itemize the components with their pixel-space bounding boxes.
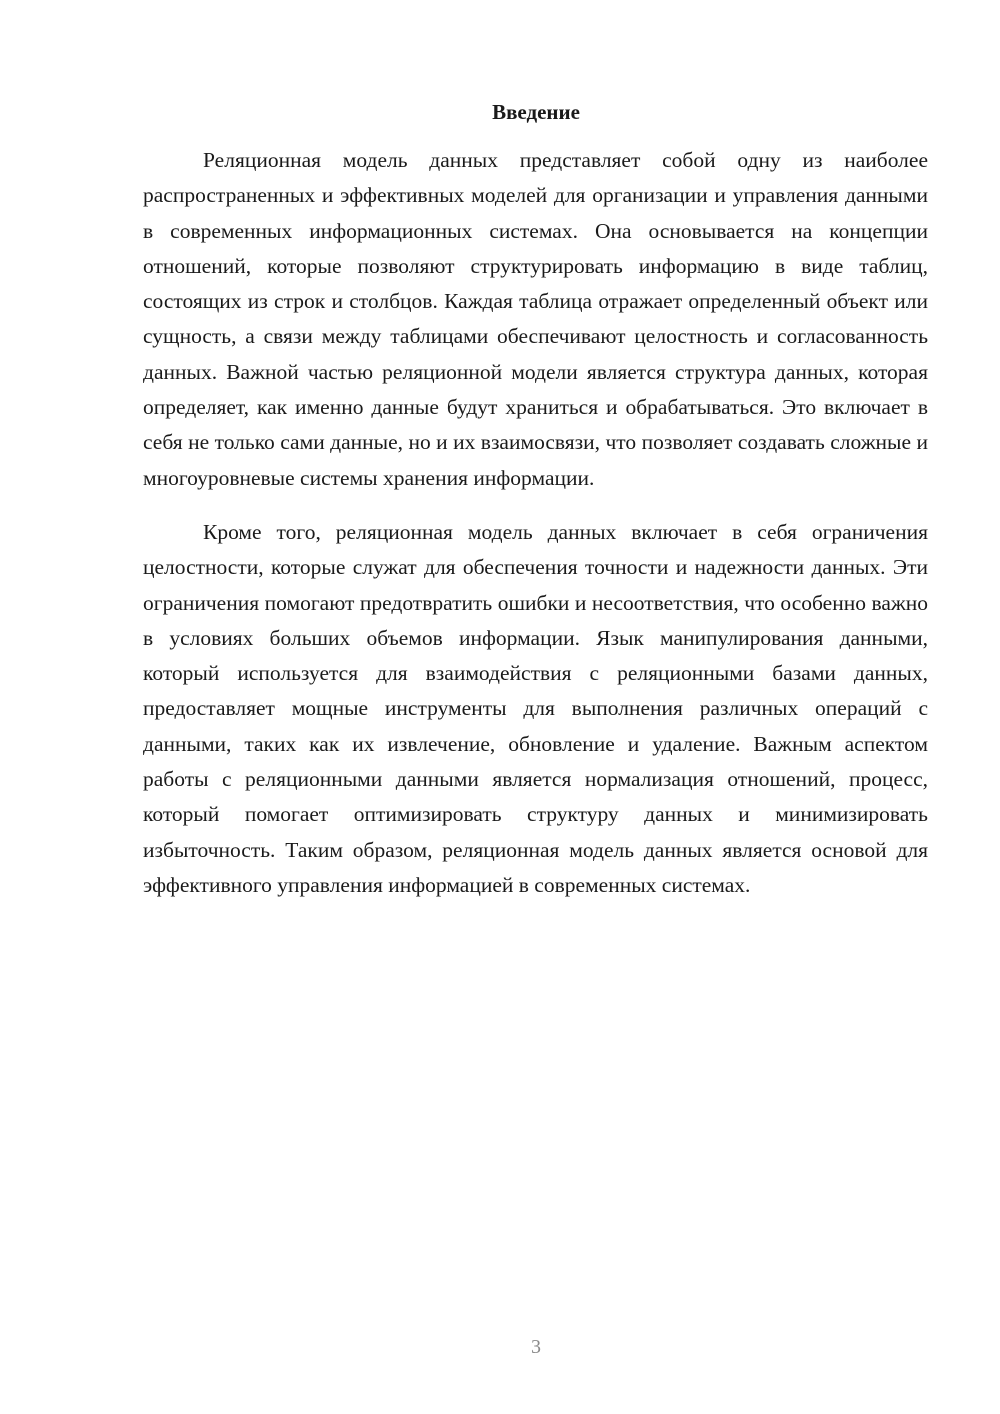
body-text [143,143,928,903]
section-heading: Введение [492,100,580,124]
paragraph-2: Кроме того, реляционная модель данных включает в себя ограничения целостности, которые служат для обеспечения точности и надежности данных. Эти ограничения помогают предотвратить ошибки и несоответствия, что особенно важно в условиях больших объемов информации. Язык манипулирования данными, который используется для взаимодействия с реляционными базами данных, предоставляет мощные инструменты для выполнения различных операций с данными, таких как их извлечение, обновление и удаление. Важным аспектом работы с реляционными данными является нормализация отношений, процесс, который помогает оптимизировать структуру данных и минимизировать избыточность. Таким образом, реляционная модель данных является основой для эффективного управления информацией в современных системах. [143,519,928,897]
paragraph-1: Реляционная модель данных представляет собой одну из наиболее распространенных и эффективных моделей для организации и управления данными в современных информационных системах. Она основывается на концепции отношений, которые позволяют структурировать информацию в виде таблиц, состоящих из строк и столбцов. Каждая таблица отражает определенный объект или сущность, а связи между таблицами обеспечивают целостность и согласованность данных. Важной частью реляционной модели является структура данных, которая определяет, как именно данные будут храниться и обрабатываться. Это включает в себя не только сами данные, но и их взаимосвязи, что позволяет создавать сложные и многоуровневые системы хранения информации. [143,148,928,490]
page-number: 3 [531,1336,541,1358]
